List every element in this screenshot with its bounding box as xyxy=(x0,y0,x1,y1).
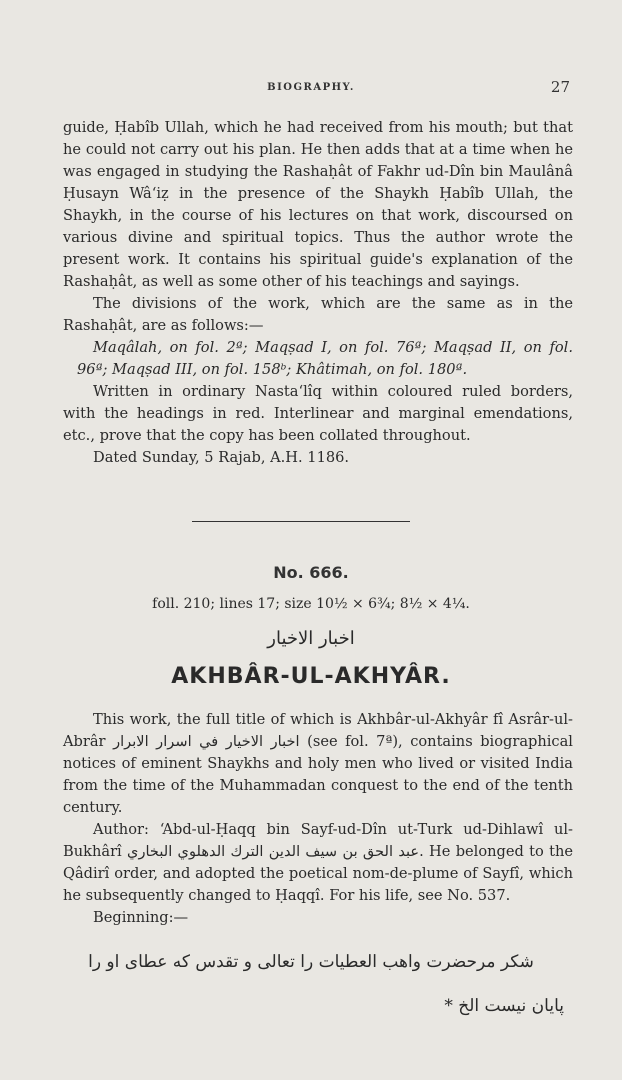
date-line: Dated Sunday, 5 Rajab, A.H. 1186. xyxy=(93,449,350,466)
divisions-list: Maqâlah, on fol. 2ª; Maqṣad I, on fol. 76ª; Maqṣad II, on fol. 96ª; Maqṣad III, on fol. 158ᵇ; Khâtimah, on fol. 180ª. xyxy=(77,339,573,378)
entry-number: No. 666. xyxy=(273,563,349,582)
section-divider xyxy=(192,521,410,522)
folio-description: foll. 210; lines 17; size 10½ × 6¾; 8½ × 4¼. xyxy=(152,596,470,612)
continuation-paragraph-1: guide, Ḥabîb Ullah, which he had received from his mouth; but that he could not carry out his plan. He then adds that at a time when he was engaged in studying the Rashaḥât of Fakhr ud-Dîn bin Maulânâ Ḥusayn Wâ‘iẓ in the presence of the Shaykh Ḥabîb Ullah, the Shaykh, in the course of his lectures on that work, discoursed on various divine and spiritual topics. Thus the author wrote the present work. It contains his spiritual guide's explanation of the Rashaḥât, as well as some other of his teachings and sayings. xyxy=(63,119,573,290)
author-paragraph: Author: ‘Abd-ul-Ḥaqq bin Sayf-ud-Dîn ut-Turk ud-Dihlawî ul-Bukhârî عبد الحق بن سيف الدين الترك الدهلوي البخاري. He belonged to the Qâdirî order, and adopted the poetical nom-de-plume of Sayfî, which he subsequently changed to Ḥaqqî. For his life, see No. 537. xyxy=(63,821,573,904)
entry-paragraph-1: This work, the full title of which is Akhbâr-ul-Akhyâr fî Asrâr-ul-Abrâr اخبار الاخيار في اسرار الابرار (see fol. 7ª), contains biographical notices of eminent Shaykhs and holy men who lived or visited India from the time of the Muhammadan conquest to the end of the tenth century. xyxy=(63,711,573,816)
arabic-title: اخبار الاخيار xyxy=(267,628,355,649)
entry-text xyxy=(63,709,573,929)
continuation-paragraph-2: The divisions of the work, which are the same as in the Rashaḥât, are as follows:— xyxy=(63,295,573,334)
running-head: BIOGRAPHY. xyxy=(267,82,355,93)
continuation-paragraph-4: Written in ordinary Nasta‘lîq within coloured ruled borders, with the headings in red. Interlinear and marginal emendations, etc., prove that the copy has been collated throughout. xyxy=(63,383,573,444)
beginning-label: Beginning:— xyxy=(93,909,189,926)
page-number: 27 xyxy=(550,78,570,96)
beginning-line-1: شکر مرحضرت واهب العطيات را تعالی و تقدس که عطای او را xyxy=(88,952,534,972)
entry-title: AKHBÂR-UL-AKHYÂR. xyxy=(171,664,451,689)
beginning-line-2: پايان نيست الخ * xyxy=(444,996,564,1016)
continuation-text xyxy=(63,117,573,469)
